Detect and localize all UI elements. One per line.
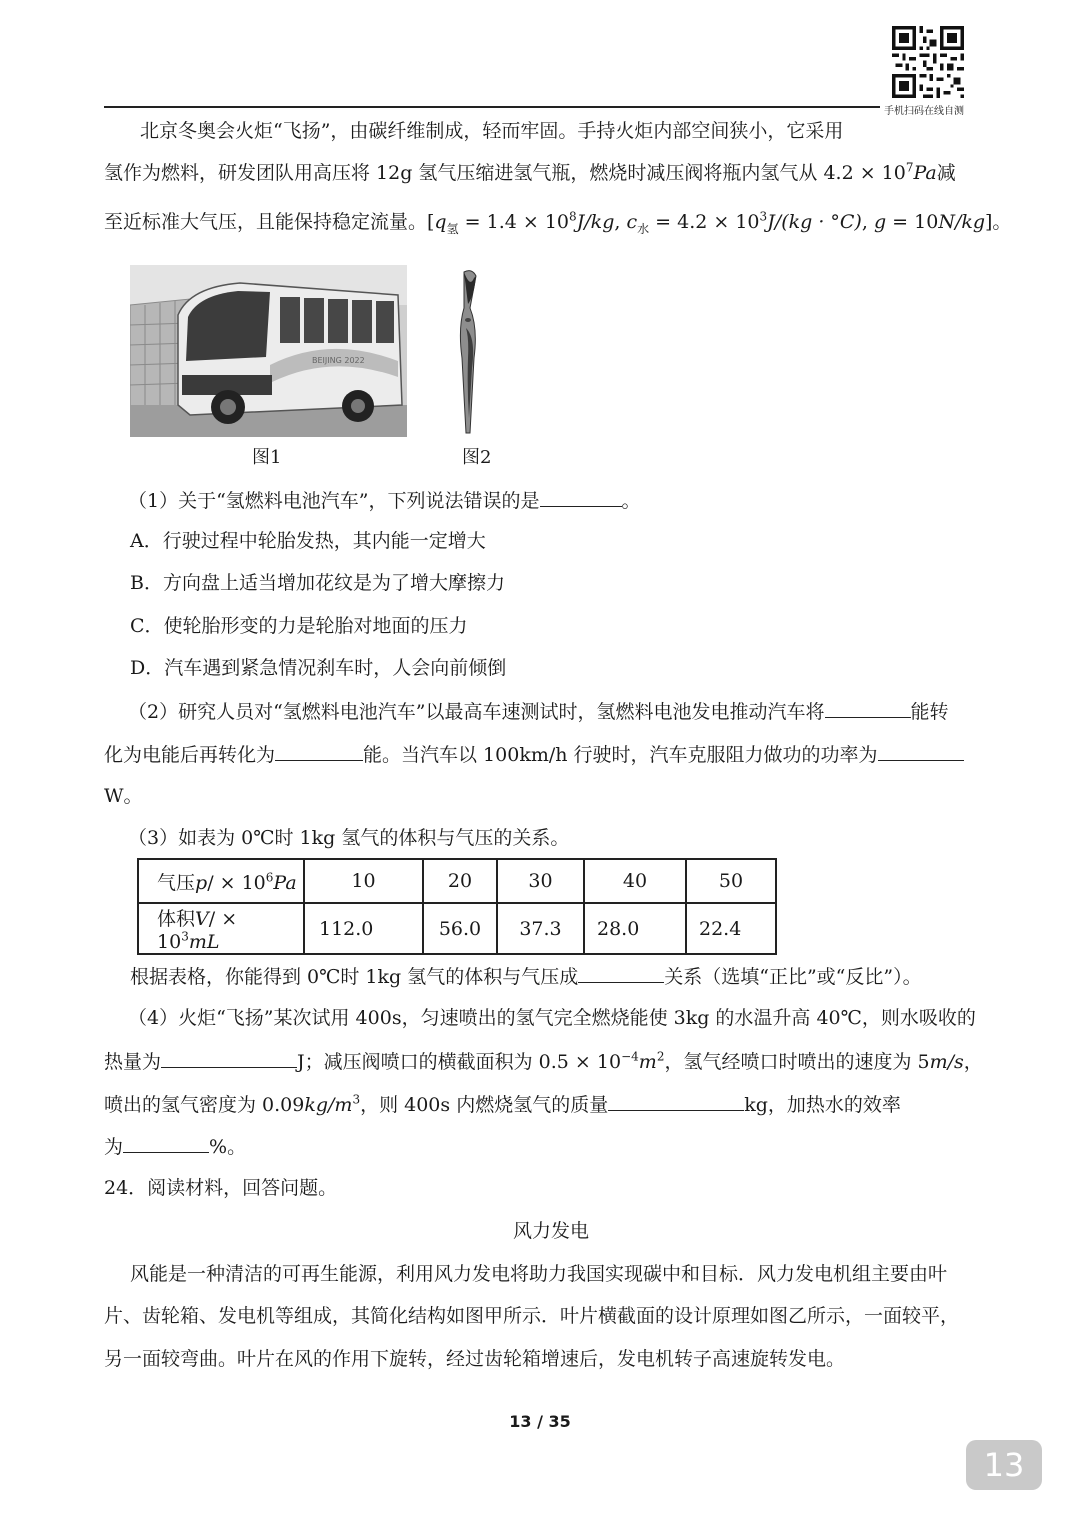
q4-line-1: （4）火炬“飞扬”某次试用 400s，匀速喷出的氢气完全燃烧能使 3kg 的水温升高 40℃，则水吸收的 xyxy=(128,1007,976,1029)
q2-blank-1 xyxy=(825,699,911,718)
q1-stem: （1）关于“氢燃料电池汽车”，下列说法错误的是 。 xyxy=(128,490,641,512)
intro-line-2: 氢作为燃料，研发团队用高压将 12g 氢气压缩进氢气瓶，燃烧时减压阀将瓶内氢气从 $4.2 \times 10^7Pa$减 xyxy=(104,160,956,184)
volume-cell: 112.0 xyxy=(304,903,423,954)
q3-stem: （3）如表为 0℃时 1kg 氢气的体积与气压的关系。 xyxy=(128,827,570,849)
q4-line-4: 为 %。 xyxy=(104,1136,247,1158)
q2-blank-3 xyxy=(878,742,964,761)
q2-line-3: W。 xyxy=(104,785,143,807)
volume-header: 体积$V/ \times 10^3mL$ xyxy=(138,903,304,954)
volume-cell: 28.0 xyxy=(584,903,686,954)
intro-line-1: 北京冬奥会火炬“飞扬”，由碳纤维制成，轻而牢固。手持火炬内部空间狭小，它采用 xyxy=(140,120,844,142)
q4-blank-heat xyxy=(161,1049,297,1068)
page-badge: 13 xyxy=(966,1440,1042,1490)
qr-caption: 手机扫码在线自测 xyxy=(884,106,964,117)
q2-line-2: 化为电能后再转化为 能。当汽车以 100km/h 行驶时，汽车克服阻力做功的功率为 xyxy=(104,742,964,767)
pressure-cell: 20 xyxy=(423,859,497,903)
pressure-volume-table xyxy=(137,858,777,955)
article-paragraph-line-2: 片、齿轮箱、发电机等组成，其简化结构如图甲所示．叶片横截面的设计原理如图乙所示，一面较平， xyxy=(104,1305,960,1327)
torch-image xyxy=(452,268,492,438)
pressure-cell: 50 xyxy=(686,859,776,903)
q4-blank-mass xyxy=(608,1092,744,1111)
qr-code xyxy=(892,26,964,98)
q3-conclusion: 根据表格，你能得到 0℃时 1kg 氢气的体积与气压成 关系（选填“正比”或“反比”）。 xyxy=(130,966,922,988)
volume-cell: 56.0 xyxy=(423,903,497,954)
table-row-pressure xyxy=(138,859,776,903)
q1-option-a: A．行驶过程中轮胎发热，其内能一定增大 xyxy=(130,530,486,552)
table-row-volume xyxy=(138,903,776,954)
q1-option-b: B．方向盘上适当增加花纹是为了增大摩擦力 xyxy=(130,572,505,594)
q4-line-2: 热量为 J；减压阀喷口的横截面积为 $0.5 \times 10^{-4}m^2$，氢气经喷口时喷出的速度为 5m/s， xyxy=(104,1049,983,1073)
article-paragraph-line-1: 风能是一种清洁的可再生能源，利用风力发电将助力我国实现碳中和目标．风力发电机组主要由叶 xyxy=(130,1263,948,1285)
q24-stem: 24．阅读材料，回答问题。 xyxy=(104,1177,338,1199)
q1-answer-blank xyxy=(540,488,622,507)
figure-1-caption: 图1 xyxy=(252,447,282,468)
article-paragraph-line-3: 另一面较弯曲。叶片在风的作用下旋转，经过齿轮箱增速后，发电机转子高速旋转发电。 xyxy=(104,1348,846,1370)
pressure-header: 气压$p/ \times 10^6Pa$ xyxy=(138,859,304,903)
article-title: 风力发电 xyxy=(513,1220,590,1242)
q2-line-1: （2）研究人员对“氢燃料电池汽车”以最高车速测试时，氢燃料电池发电推动汽车将 能转 xyxy=(128,701,949,723)
volume-cell: 37.3 xyxy=(497,903,584,954)
q2-blank-2 xyxy=(275,742,363,761)
pressure-cell: 40 xyxy=(584,859,686,903)
header-rule xyxy=(104,106,880,108)
bus-photo xyxy=(130,265,407,437)
volume-cell: 22.4 xyxy=(686,903,776,954)
bus-livery-text: BEIJING 2022 xyxy=(312,356,365,365)
q4-blank-efficiency xyxy=(123,1134,209,1153)
page-number: 13 / 35 xyxy=(509,1412,571,1431)
figure-2-caption: 图2 xyxy=(462,447,492,468)
pressure-cell: 30 xyxy=(497,859,584,903)
q3-blank xyxy=(578,964,664,983)
pressure-cell: 10 xyxy=(304,859,423,903)
q1-option-d: D．汽车遇到紧急情况刹车时，人会向前倾倒 xyxy=(130,657,507,679)
q1-option-c: C．使轮胎形变的力是轮胎对地面的压力 xyxy=(130,615,468,637)
intro-line-3: 至近标准大气压，且能保持稳定流量。[$q_氢 = 1.4 \times 10^8J/kg$, $c_水 = 4.2 \times 10^3J/(kg \cdot ^\circ C)$, g = 10N/kg]。 xyxy=(104,209,1012,236)
q4-line-3: 喷出的氢气密度为 $0.09kg/m^3$，则 400s 内燃烧氢气的质量 kg，加热水的效率 xyxy=(104,1092,901,1116)
